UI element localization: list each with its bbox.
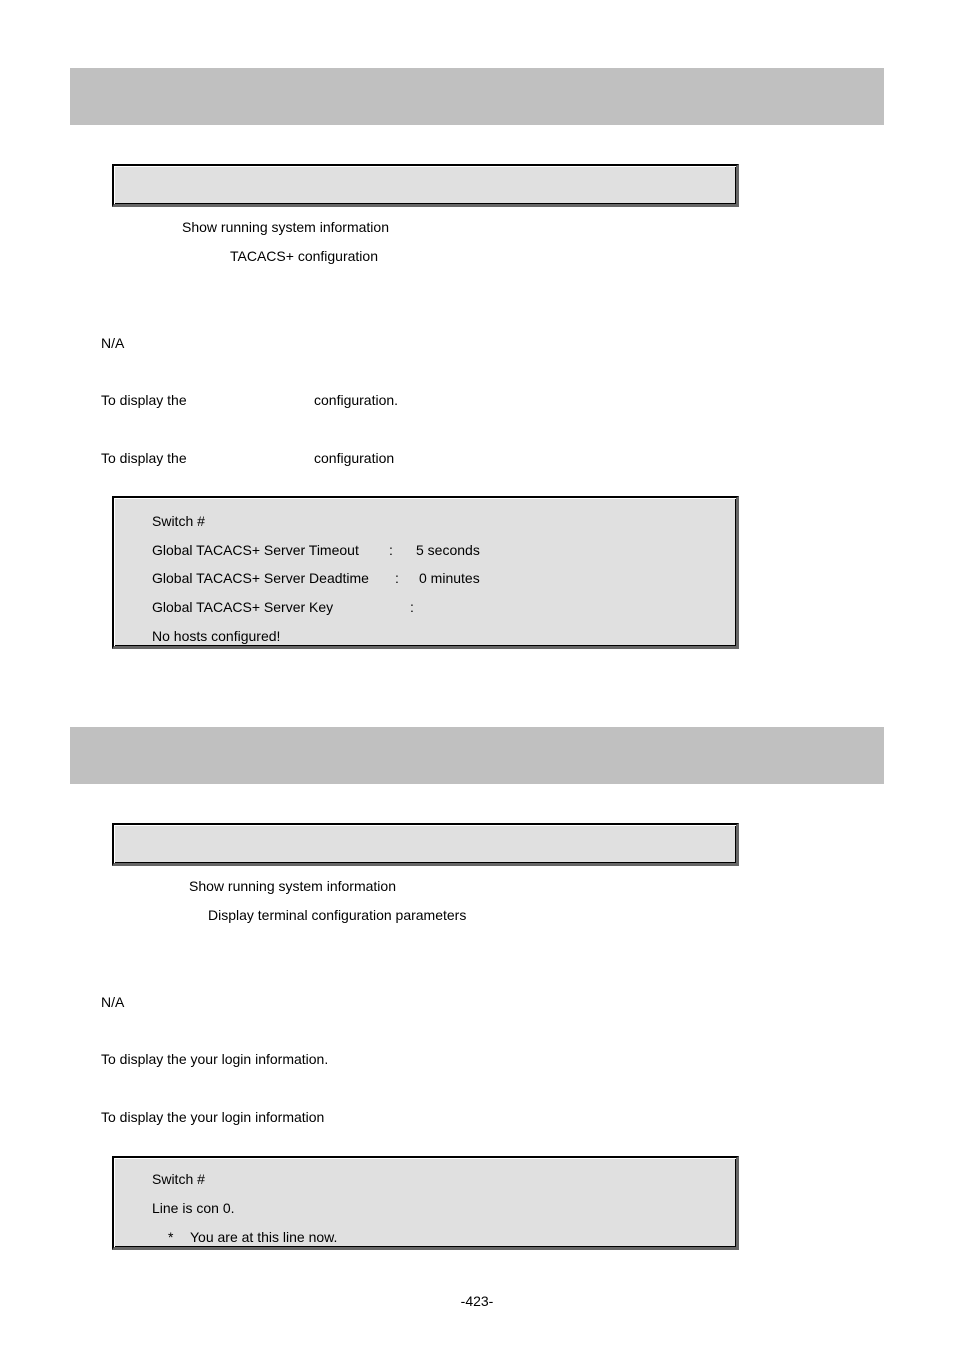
console-row-sep: : (389, 542, 393, 558)
console-bullet: * (168, 1229, 174, 1245)
parameter-line-2: Display terminal configuration parameters (208, 907, 467, 923)
console-line-1: Line is con 0. (152, 1200, 235, 1216)
console-row-label: Global TACACS+ Server Deadtime (152, 570, 369, 586)
console-prompt-1: Switch # (152, 513, 205, 529)
usage-text-2: To display the your login information. (101, 1051, 329, 1067)
section-header-bar-2 (70, 727, 884, 784)
console-row-value: 5 seconds (416, 542, 480, 558)
console-last-line-1: No hosts configured! (152, 628, 281, 644)
usage-prefix-1: To display the (101, 392, 187, 408)
default-value-1: N/A (101, 335, 125, 351)
example-text-2: To display the your login information (101, 1109, 325, 1125)
console-row-label: Global TACACS+ Server Key (152, 599, 334, 615)
console-row-value: 0 minutes (419, 570, 480, 586)
description-line-1: Show running system information (182, 219, 389, 235)
console-row-label: Global TACACS+ Server Timeout (152, 542, 359, 558)
default-value-2: N/A (101, 994, 125, 1010)
console-row-sep: : (410, 599, 414, 615)
description-line-2: Show running system information (189, 878, 396, 894)
console-line-2: You are at this line now. (190, 1229, 338, 1245)
console-prompt-2: Switch # (152, 1171, 205, 1187)
command-syntax-box-1 (112, 164, 739, 207)
usage-suffix-1: configuration. (314, 392, 399, 408)
example-suffix-1: configuration (314, 450, 395, 466)
page-number: -423- (460, 1293, 494, 1309)
command-syntax-box-2 (112, 823, 739, 866)
section-header-bar-1 (70, 68, 884, 125)
example-prefix-1: To display the (101, 450, 187, 466)
parameter-line-1: TACACS+ configuration (230, 248, 378, 264)
console-row-sep: : (395, 570, 399, 586)
